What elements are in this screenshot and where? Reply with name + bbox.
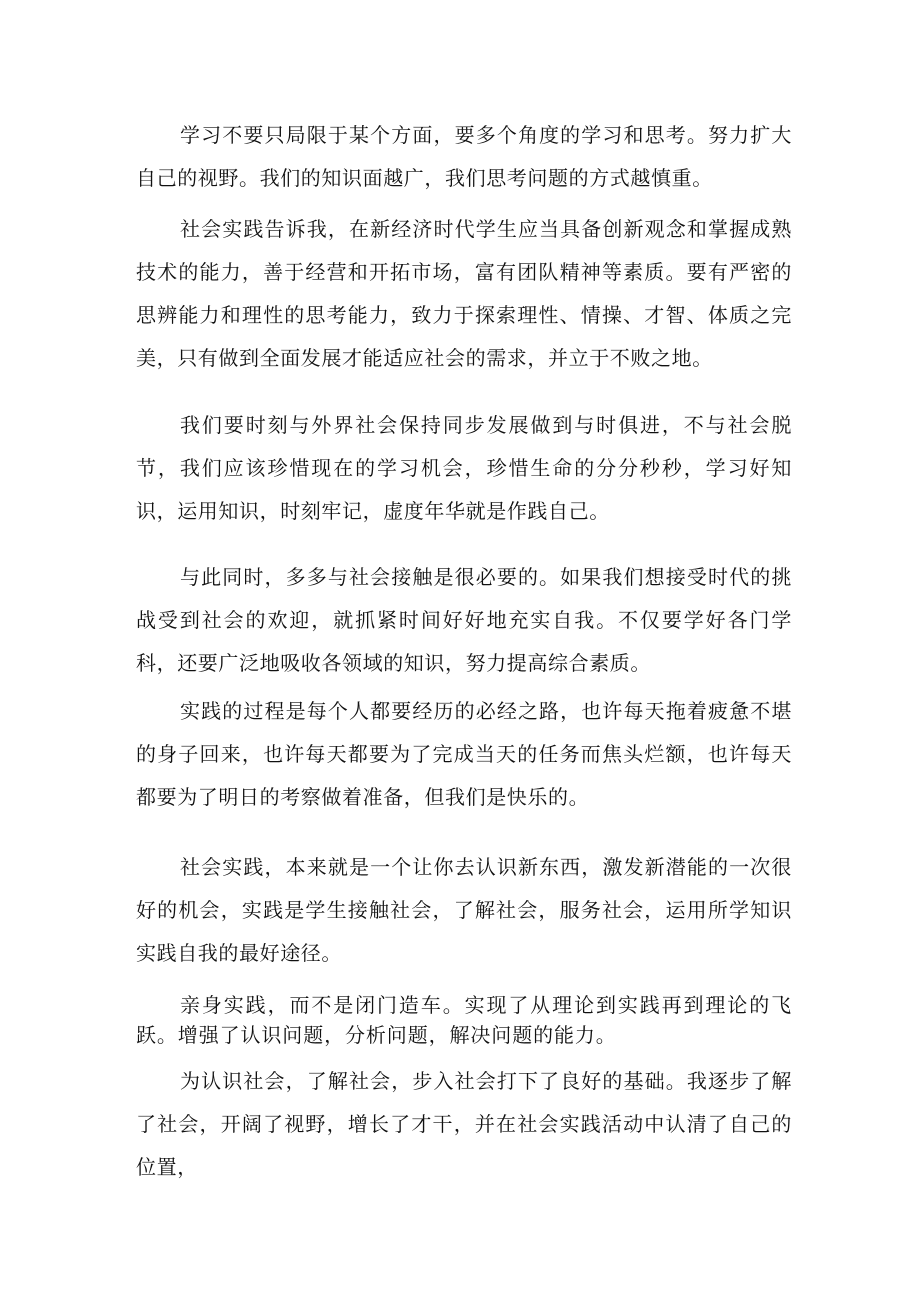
paragraph-8: 为认识社会，了解社会，步入社会打下了良好的基础。我逐步了解了社会，开阔了视野，增长了才干，并在社会实践活动中认清了自己的位置， [136,1069,792,1179]
paragraph-7: 亲身实践，而不是闭门造车。实现了从理论到实践再到理论的飞跃。增强了认识问题，分析问题，解决问题的能力。 [136,993,792,1047]
paragraph-2: 社会实践告诉我，在新经济时代学生应当具备创新观念和掌握成熟技术的能力，善于经营和开拓市场，富有团队精神等素质。要有严密的思辨能力和理性的思考能力，致力于探索理性、情操、才智、体质之完美，只有做到全面发展才能适应社会的需求，并立于不败之地。 [136,217,792,370]
paragraph-5: 实践的过程是每个人都要经历的必经之路，也许每天拖着疲惫不堪的身子回来，也许每天都要为了完成当天的任务而焦头烂额，也许每天都要为了明日的考察做着准备，但我们是快乐的。 [136,699,792,809]
paragraph-6: 社会实践，本来就是一个让你去认识新东西，激发新潜能的一次很好的机会，实践是学生接触社会，了解社会，服务社会，运用所学知识实践自我的最好途径。 [136,855,792,965]
paragraph-3: 我们要时刻与外界社会保持同步发展做到与时俱进，不与社会脱节，我们应该珍惜现在的学习机会，珍惜生命的分分秒秒，学习好知识，运用知识，时刻牢记，虚度年华就是作践自己。 [136,413,792,523]
paragraph-1: 学习不要只局限于某个方面，要多个角度的学习和思考。努力扩大自己的视野。我们的知识面越广，我们思考问题的方式越慎重。 [136,123,792,190]
paragraph-4: 与此同时，多多与社会接触是很必要的。如果我们想接受时代的挑战受到社会的欢迎，就抓紧时间好好地充实自我。不仅要学好各门学科，还要广泛地吸收各领域的知识，努力提高综合素质。 [136,565,792,675]
